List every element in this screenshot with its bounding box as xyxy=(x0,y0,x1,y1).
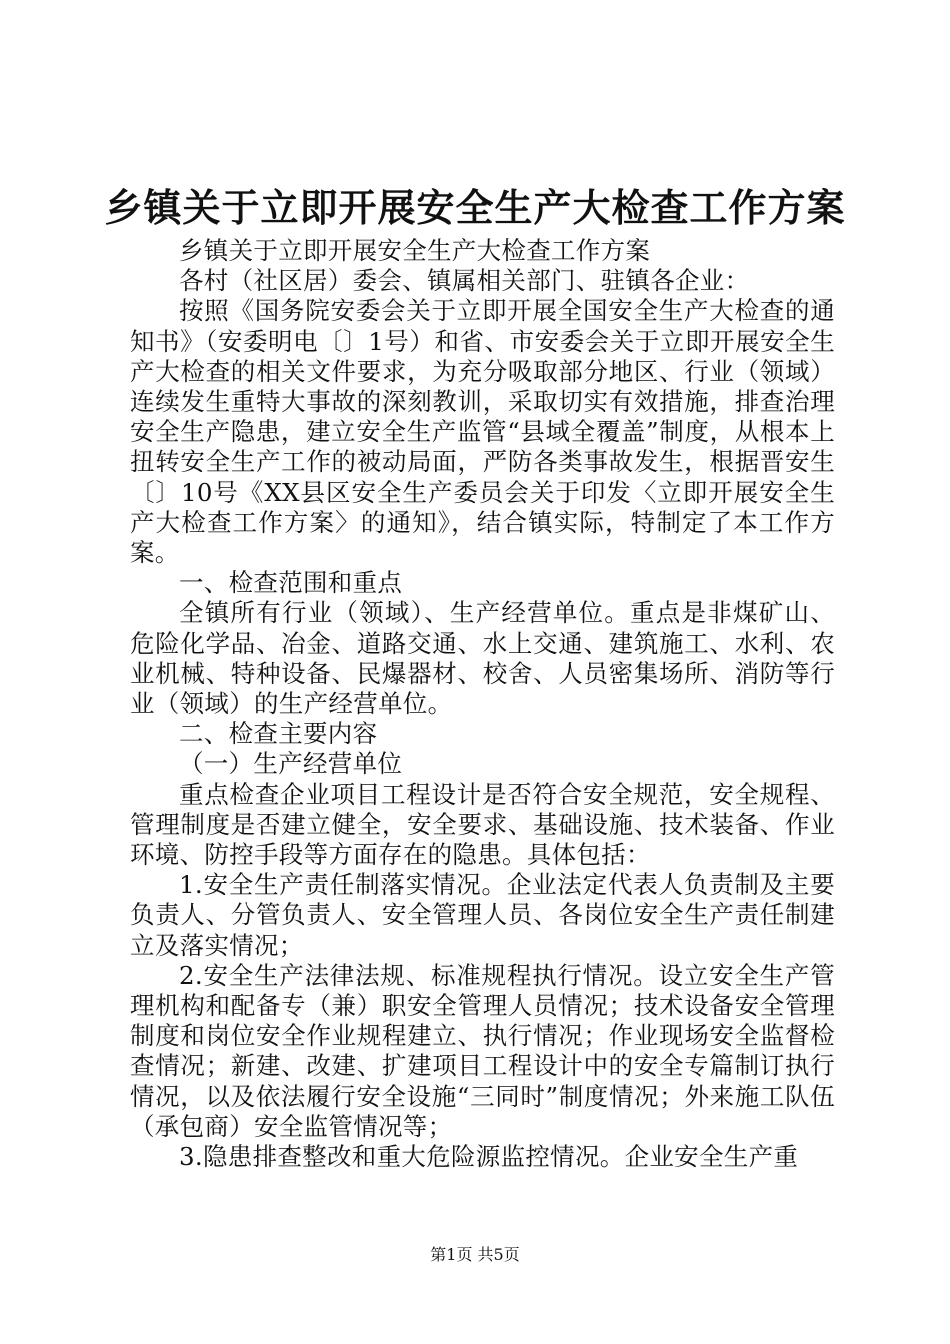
page-footer: 第1页 共5页 xyxy=(430,1245,520,1264)
list-item-2: 2.安全生产法律法规、标准规程执行情况。设立安全生产管理机构和配备专（兼）职安全管理人员情况；技术设备安全管理制度和岗位安全作业规程建立、执行情况；作业现场安全监督检查情况；新建、改建、扩建项目工程设计中的安全专篇制订执行情况，以及依法履行安全设施“三同时”制度情况；外来施工队伍（承包商）安全监管情况等； xyxy=(130,960,835,1141)
document-body xyxy=(130,236,835,1172)
section-heading-content: 二、检查主要内容 xyxy=(179,719,378,749)
paragraph-scope: 全镇所有行业（领域）、生产经营单位。重点是非煤矿山、危险化学品、冶金、道路交通、水上交通、建筑施工、水利、农业机械、特种设备、民爆器材、校舍、人员密集场所、消防等行业（领域）的生产经营单位。 xyxy=(130,598,835,719)
paragraph-addressees: 各村（社区居）委会、镇属相关部门、驻镇各企业： xyxy=(179,266,750,296)
subsection-heading-units: （一）生产经营单位 xyxy=(179,749,403,779)
paragraph-intro: 按照《国务院安委会关于立即开展全国安全生产大检查的通知书》（安委明电〔〕1号）和省、市安委会关于立即开展安全生产大检查的相关文件要求，为充分吸取部分地区、行业（领域）连续发生重特大事故的深刻教训，采取切实有效措施，排查治理安全生产隐患，建立安全生产监管“县域全覆盖”制度，从根本上扭转安全生产工作的被动局面，严防各类事故发生，根据晋安生〔〕10号《XX县区安全生产委员会关于印发〈立即开展安全生产大检查工作方案〉的通知》，结合镇实际，特制定了本工作方案。 xyxy=(130,296,835,568)
list-item-1: 1.安全生产责任制落实情况。企业法定代表人负责制及主要负责人、分管负责人、安全管理人员、各岗位安全生产责任制建立及落实情况； xyxy=(130,870,835,960)
paragraph-subtitle: 乡镇关于立即开展安全生产大检查工作方案 xyxy=(179,236,651,265)
list-item-3: 3.隐患排查整改和重大危险源监控情况。企业安全生产重 xyxy=(179,1142,799,1172)
paragraph-key-checks: 重点检查企业项目工程设计是否符合安全规范，安全规程、管理制度是否建立健全，安全要求、基础设施、技术装备、作业环境、防控手段等方面存在的隐患。具体包括： xyxy=(130,779,835,870)
section-heading-scope: 一、检查范围和重点 xyxy=(179,568,403,598)
document-title: 乡镇关于立即开展安全生产大检查工作方案 xyxy=(104,185,846,230)
